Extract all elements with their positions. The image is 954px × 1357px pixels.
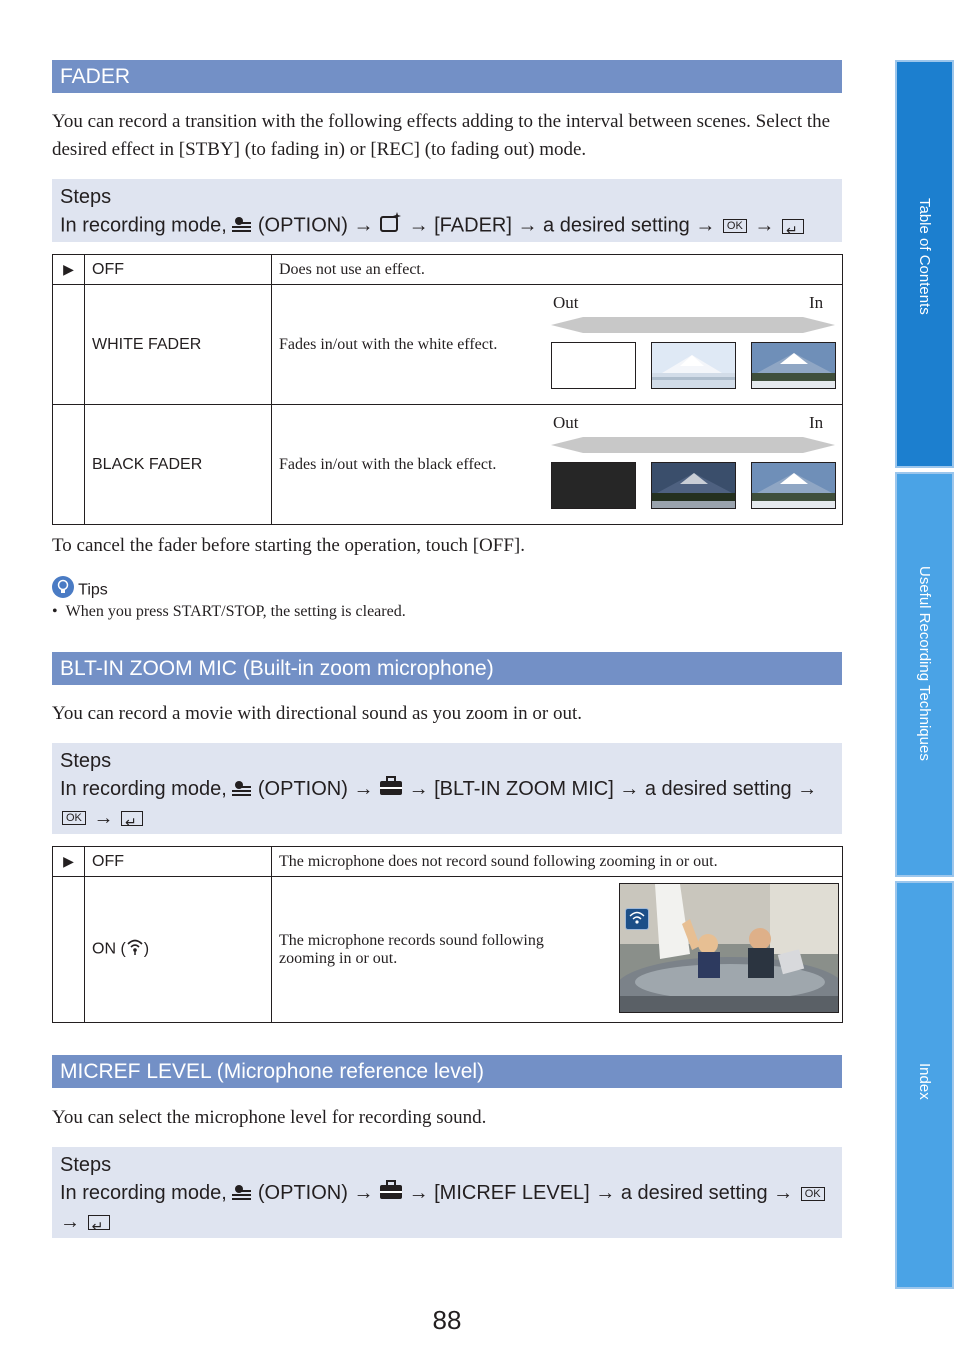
steps-label: Steps: [60, 1154, 112, 1176]
option-description: Fades in/out with the black effect.: [279, 455, 497, 473]
steps-text: → [FADER] → a desired setting →: [408, 214, 716, 237]
zoom-mic-photo: [619, 883, 839, 1013]
in-label: In: [809, 293, 824, 312]
default-marker: [53, 405, 85, 525]
black-frame-thumbnail: [551, 462, 636, 509]
steps-text: → [BLT-IN ZOOM MIC] → a desired setting →: [408, 778, 818, 800]
micref-steps-box: [52, 1147, 842, 1238]
option-name-end: ): [143, 940, 150, 958]
sidebar-tab-table-of-contents[interactable]: [895, 60, 954, 468]
zoom-mic-steps-path: [60, 775, 834, 832]
ok-icon: OK: [723, 219, 747, 233]
mountain-faded-thumbnail: [651, 342, 736, 389]
option-description: The microphone records sound following zooming in or out.: [272, 877, 843, 1023]
steps-text: In recording mode,: [60, 214, 227, 237]
option-description: The microphone does not record sound following zooming in or out.: [272, 847, 843, 877]
out-label: Out: [553, 413, 579, 432]
default-marker: [53, 877, 85, 1023]
option-name: BLACK FADER: [85, 405, 272, 525]
option-description: Does not use an effect.: [272, 255, 843, 285]
steps-text: (OPTION) →: [257, 214, 374, 237]
mountain-thumbnail: [751, 462, 836, 509]
fader-cancel-note: To cancel the fader before starting the operation, touch [OFF].: [52, 535, 525, 556]
fader-steps-box: [52, 179, 842, 242]
steps-text: (OPTION) →: [257, 1182, 374, 1204]
steps-text: In recording mode,: [60, 778, 227, 800]
toolbox-icon: [379, 1180, 403, 1208]
option-name: ON (: [92, 940, 126, 958]
option-name: WHITE FADER: [85, 285, 272, 405]
sidebar-tab-useful-recording-techniques[interactable]: [895, 472, 954, 877]
white-frame-thumbnail: [551, 342, 636, 389]
tips-label: Tips: [78, 581, 108, 599]
return-icon: [121, 811, 143, 826]
tip-item: [52, 601, 406, 623]
mountain-thumbnail: [751, 342, 836, 389]
zoom-mic-osd-icon: [625, 908, 649, 930]
sidebar-tab-index[interactable]: [895, 881, 954, 1289]
steps-label: Steps: [60, 186, 112, 208]
fader-intro: You can record a transition with the following effects adding to the interval between scenes. Select the desired effect in [STBY] (to fading in) or [REC] (to fading out) mode.: [52, 111, 831, 160]
steps-label: Steps: [60, 750, 112, 772]
default-marker: ▶: [53, 847, 85, 877]
fader-steps-path: [60, 211, 834, 241]
bullet: •: [52, 603, 66, 620]
steps-text: → [MICREF LEVEL] → a desired setting →: [408, 1182, 794, 1204]
sidebar-tab-label: Index: [916, 1063, 933, 1100]
section-heading-zoom-mic: BLT-IN ZOOM MIC (Built-in zoom microphone): [52, 652, 842, 685]
zoom-mic-icon: [126, 939, 144, 960]
option-icon: [232, 212, 252, 240]
option-description: Fades in/out with the white effect.: [279, 335, 498, 353]
out-label: Out: [553, 293, 579, 312]
option-name: OFF: [85, 847, 272, 877]
micref-steps-path: [60, 1179, 834, 1236]
return-icon: [782, 219, 804, 234]
page-number: 88: [432, 1305, 462, 1335]
default-marker: [53, 285, 85, 405]
option-icon: [232, 1180, 252, 1208]
table-row: [53, 255, 843, 285]
toolbox-icon: [379, 776, 403, 804]
default-marker: ▶: [53, 255, 85, 285]
mountain-dark-thumbnail: [651, 462, 736, 509]
option-name: OFF: [85, 255, 272, 285]
ok-icon: OK: [801, 1187, 825, 1201]
camera-effect-icon: [379, 211, 403, 241]
steps-text: In recording mode,: [60, 1182, 227, 1204]
sidebar-tab-label: Table of Contents: [916, 198, 933, 315]
option-icon: [232, 776, 252, 804]
return-icon: [88, 1215, 110, 1230]
sidebar-tab-label: Useful Recording Techniques: [916, 566, 933, 761]
fade-arrow-icon: [551, 437, 835, 453]
tip-text: When you press START/STOP, the setting is cleared.: [65, 603, 406, 620]
zoom-mic-intro: You can record a movie with directional sound as you zoom in or out.: [52, 703, 582, 724]
fade-arrow-icon: [551, 317, 835, 333]
steps-text: →: [60, 1210, 80, 1233]
steps-text: →: [93, 806, 114, 829]
steps-text: (OPTION) →: [257, 778, 374, 800]
ok-icon: OK: [62, 811, 86, 825]
in-label: In: [809, 413, 824, 432]
steps-text: →: [754, 214, 775, 237]
micref-intro: You can select the microphone level for recording sound.: [52, 1107, 487, 1128]
zoom-mic-steps-box: [52, 743, 842, 834]
table-row: [53, 847, 843, 877]
section-heading-micref: MICREF LEVEL (Microphone reference level): [52, 1055, 842, 1088]
option-name-cell: [85, 877, 272, 1023]
section-heading-fader: FADER: [52, 60, 842, 93]
